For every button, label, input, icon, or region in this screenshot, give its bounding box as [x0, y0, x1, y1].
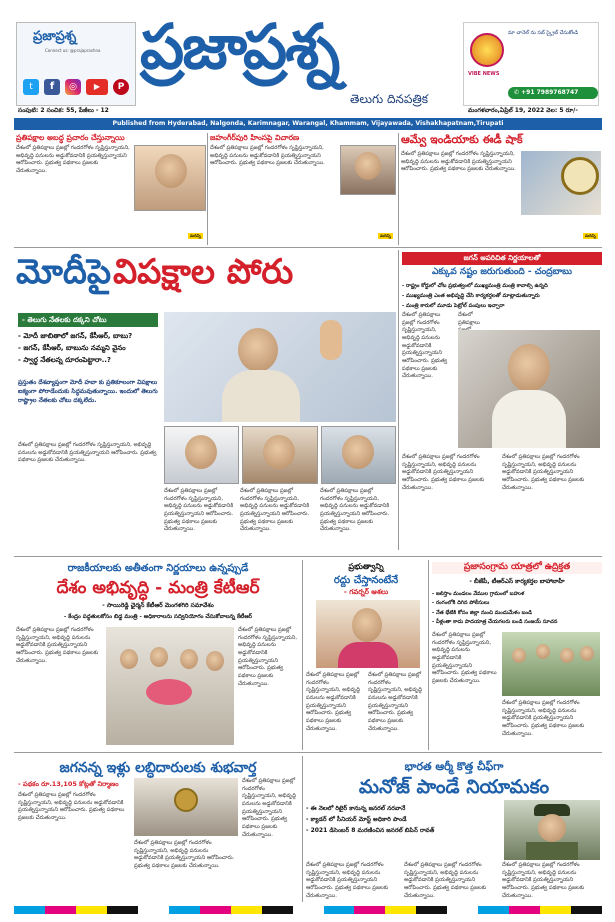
right-body-a: దేశంలో ప్రతిపక్షాలు ప్రజల్లో గందరగోళం సృష్టిస్తున్నాయని, అభివృద్ధి పనులను అడ్డుకోవడానికి ప్రయత్నిస్తున్నాయని ఆరోపించారు. ప్రభుత్వ పథకాలు ప్రజలకు చేరుతున్నాయి.: [402, 312, 448, 380]
right-point: - మంత్రి కారులో మూడు పెట్రోల్ పంపులు ఇచ్చారా: [402, 303, 505, 310]
small-logo-sub: Connect us: @prajaprashna: [45, 48, 101, 53]
lead-intro: ప్రస్తుతం దేశవ్యాప్తంగా మోదీ హవా కు ప్రతికూలంగా విపక్షాలు ఐక్యంగా పోరాడేందుకు సిద్ధమవుతున్నాయి. ఇందులో తెలుగు రాష్ట్రాల నేతలకు చోటు దక్కలేదు.: [18, 379, 158, 404]
twitter-icon[interactable]: t: [23, 79, 39, 95]
youtube-icon[interactable]: ▶: [86, 79, 108, 95]
lead-points: [18, 331, 160, 367]
bandi-photo: [502, 632, 600, 696]
naidu-photo: [321, 426, 396, 484]
lead-headline-b: విపక్షాల పోరు: [113, 252, 294, 292]
bandi-body-b: దేశంలో ప్రతిపక్షాలు ప్రజల్లో గందరగోళం సృష్టిస్తున్నాయని, అభివృద్ధి పనులను అడ్డుకోవడానికి ప్రయత్నిస్తున్నాయని ఆరోపించారు. ప్రభుత్వ పథకాలు ప్రజలకు చేరుతున్నాయి.: [502, 700, 585, 737]
lead-body-mid-b: దేశంలో ప్రతిపక్షాలు ప్రజల్లో గందరగోళం సృష్టిస్తున్నాయని, అభివృద్ధి పనులను అడ్డుకోవడానికి ప్రయత్నిస్తున్నాయని ఆరోపించారు. ప్రభుత్వ పథకాలు ప్రజలకు చేరుతున్నాయి.: [240, 488, 310, 533]
ad-phone-number: +91 7989768747: [521, 89, 579, 96]
army-body-c: దేశంలో ప్రతిపక్షాలు ప్రజల్లో గందరగోళం సృష్టిస్తున్నాయని, అభివృద్ధి పనులను అడ్డుకోవడానికి ప్రయత్నిస్తున్నాయని ఆరోపించారు. ప్రభుత్వ పథకాలు ప్రజలకు చేరుతున్నాయి.: [502, 862, 585, 899]
ktr-body-b: దేశంలో ప్రతిపక్షాలు ప్రజల్లో గందరగోళం సృష్టిస్తున్నాయని, అభివృద్ధి పనులను అడ్డుకోవడానికి ప్రయత్నిస్తున్నాయని ఆరోపించారు. ప్రభుత్వ పథకాలు ప్రజలకు చేరుతున్నాయి.: [238, 627, 298, 687]
jagananna-body-c: దేశంలో ప్రతిపక్షాలు ప్రజల్లో గందరగోళం సృష్టిస్తున్నాయని, అభివృద్ధి పనులను అడ్డుకోవడానికి ప్రయత్నిస్తున్నాయని ఆరోపించారు. ప్రభుత్వ పథకాలు ప్రజలకు చేరుతున్నాయి.: [134, 840, 235, 870]
masthead-title: ప్రజాప్రశ్న: [140, 10, 339, 83]
issue-right: మంగళవారం,ఏప్రిల్ 19, 2022 వెల: 5 రూ/-: [468, 107, 578, 114]
facebook-icon[interactable]: f: [44, 79, 60, 95]
social-icons: [23, 79, 129, 95]
more-tag[interactable]: మరిన్ని: [190, 233, 201, 238]
ad-phone: [508, 87, 598, 99]
lead-point: - జగన్, కేసీఆర్, బాబును నమ్మని వైనం: [18, 343, 126, 352]
bandi-point: - నేత భేటికి కోసం జిల్లా నుంచి మందుమేళం బండి: [432, 609, 533, 616]
masthead-subtitle: తెలుగు దినపత్రిక: [350, 92, 429, 106]
ed-logo-icon: [561, 157, 599, 195]
bandi-points: [432, 590, 602, 627]
bandi-point: - వీళ్లంతా కాదు పాదయాత్ర చేయగలరు బండి సంజయ్ సూచన: [432, 619, 558, 626]
army-point: - క్యాడర్ లో సీనియర్ మోస్ట్ అధికారి పాండే: [306, 815, 407, 823]
story-headline: జహంగీర్‌పురి హింసపై విచారణ: [210, 133, 300, 142]
ktr-sub1: - సాయిరెడ్డి ఛైర్మన్ కేటీఆర్ మెంగళగిరి సమావేశం: [102, 602, 214, 609]
issue-left: సంపుటి: 2 సంచిక: 55, పేజీలు - 12: [18, 107, 109, 114]
lead-kicker: - తెలుగు నేతలకు దక్కని చోటు: [18, 313, 158, 327]
army-body-b: దేశంలో ప్రతిపక్షాలు ప్రజల్లో గందరగోళం సృష్టిస్తున్నాయని, అభివృద్ధి పనులను అడ్డుకోవడానికి ప్రయత్నిస్తున్నాయని ఆరోపించారు. ప్రభుత్వ పథకాలు ప్రజలకు చేరుతున్నాయి.: [404, 862, 487, 899]
ktr-photo: [106, 627, 234, 745]
nadda-photo: [134, 145, 206, 211]
raised-hand-icon: [320, 320, 342, 360]
lead-point: - మోదీ జాబితాలో జగన్, కేసీఆర్, బాబు?: [18, 332, 133, 340]
bandi-body-a: దేశంలో ప్రతిపక్షాలు ప్రజల్లో గందరగోళం సృష్టిస్తున్నాయని, అభివృద్ధి పనులను అడ్డుకోవడానికి ప్రయత్నిస్తున్నాయని ఆరోపించారు. ప్రభుత్వ పథకాలు ప్రజలకు చేరుతున్నాయి.: [432, 632, 497, 685]
lead-headline[interactable]: [16, 252, 396, 308]
story-body: దేశంలో ప్రతిపక్షాలు ప్రజల్లో గందరగోళం సృష్టిస్తున్నాయని, అభివృద్ధి పనులను అడ్డుకోవడానికి ప్రయత్నిస్తున్నాయని ఆరోపించారు. ప్రభుత్వ పథకాలు ప్రజలకు చేరుతున్నాయి.: [210, 145, 325, 167]
governor-byline: - గవర్నర్ ఆశలు: [343, 588, 389, 596]
editions-strip: Published from Hyderabad, Nalgonda, Karimnagar, Warangal, Khammam, Vijayawada, Vishakhapatnam,Tirupati: [14, 118, 602, 130]
ad-text: మా చానెల్ ను సబ్ స్క్రైబ్ చేసుకోండి: [508, 30, 579, 36]
lead-body-mid-a: దేశంలో ప్రతిపక్షాలు ప్రజల్లో గందరగోళం సృష్టిస్తున్నాయని, అభివృద్ధి పనులను అడ్డుకోవడానికి ప్రయత్నిస్తున్నాయని ఆరోపించారు. ప్రభుత్వ పథకాలు ప్రజలకు చేరుతున్నాయి.: [164, 488, 234, 533]
governor-body-b: దేశంలో ప్రతిపక్షాలు ప్రజల్లో గందరగోళం సృష్టిస్తున్నాయని, అభివృద్ధి పనులను అడ్డుకోవడానికి ప్రయత్నిస్తున్నాయని ఆరోపించారు. ప్రభుత్వ పథకాలు ప్రజలకు చేరుతున్నాయి.: [368, 672, 423, 732]
army-headline[interactable]: మనోజ్ పాండే నియామకం: [358, 776, 550, 798]
instagram-icon[interactable]: ◎: [65, 79, 81, 95]
right-kicker: జగన్ అపరిచిత నిర్ణయాలతో: [402, 252, 602, 265]
jagananna-photo: [134, 778, 238, 836]
army-points: [306, 804, 502, 836]
story-opposition-lies[interactable]: [16, 133, 206, 245]
army-point: - 2021 డిసెంబర్ 8 మరణించిన జనరల్ బిపిన్ రావత్: [306, 826, 435, 834]
story-headline: ఆమ్వే ఇండియాకు ఈడీ షాక్: [401, 133, 523, 146]
governor-headline[interactable]: రద్దు చేస్తానంటేనే: [333, 575, 399, 586]
small-logo-box: [16, 22, 136, 106]
governor-body-a: దేశంలో ప్రతిపక్షాలు ప్రజల్లో గందరగోళం సృష్టిస్తున్నాయని, అభివృద్ధి పనులను అడ్డుకోవడానికి ప్రయత్నిస్తున్నాయని ఆరోపించారు. ప్రభుత్వ పథకాలు ప్రజలకు చేరుతున్నాయి.: [306, 672, 361, 732]
bandi-point: - జలిస్తాం మండలం వేముల గ్రామంలో బహుళ: [432, 591, 525, 597]
lead-body-mid-c: దేశంలో ప్రతిపక్షాలు ప్రజల్లో గందరగోళం సృష్టిస్తున్నాయని, అభివృద్ధి పనులను అడ్డుకోవడానికి ప్రయత్నిస్తున్నాయని ఆరోపించారు. ప్రభుత్వ పథకాలు ప్రజలకు చేరుతున్నాయి.: [320, 488, 390, 533]
jagananna-sub: - పథకం రూ.13,105 కోట్లతో నిర్మాణం: [18, 780, 119, 788]
ktr-headline[interactable]: దేశం అభివృద్ధి - మంత్రి కేటీఆర్: [56, 578, 260, 598]
ktr-sub2: - కేంద్రం పద్ధతులకోసం బిడ్డ మంత్రి - అధికారాలను సద్వినియోగం చేసుకోవాలన్న కేటీఆర్: [64, 614, 252, 620]
modi-photo: [164, 312, 396, 422]
bandi-sub: - బీజేపీ, టీఆర్ఎస్ కార్యకర్తల బాహాబాహీ: [469, 578, 565, 585]
amway-photo: [521, 151, 601, 215]
right-points: [402, 281, 602, 311]
tamilisai-photo: [316, 600, 420, 668]
printer-color-bar: [14, 906, 602, 914]
phone-icon: ✆: [514, 89, 522, 96]
lead-body-left: దేశంలో ప్రతిపక్షాలు ప్రజల్లో గందరగోళం సృష్టిస్తున్నాయని, అభివృద్ధి పనులను అడ్డుకోవడానికి ప్రయత్నిస్తున్నాయని ఆరోపించారు. ప్రభుత్వ పథకాలు ప్రజలకు చేరుతున్నాయి.: [18, 442, 157, 464]
pande-photo: [504, 800, 600, 860]
right-point: - ముఖ్యమంత్రి ఎంత అభివృద్ధి చేసి కార్యకర్తలతో మాట్లాడుతున్నారు: [402, 293, 540, 300]
ad-logo-icon: [470, 33, 504, 67]
jagananna-body-a: దేశంలో ప్రతిపక్షాలు ప్రజల్లో గందరగోళం సృష్టిస్తున్నాయని, అభివృద్ధి పనులను అడ్డుకోవడానికి ప్రయత్నిస్తున్నాయని ఆరోపించారు. ప్రభుత్వ పథకాలు ప్రజలకు చేరుతున్నాయి.: [18, 792, 125, 822]
ad-brand: VIBE NEWS: [468, 71, 500, 77]
jahangirpuri-photo: [340, 145, 396, 195]
kcr-photo: [242, 426, 317, 484]
ktr-kicker: రాజకీయాలకు అతీతంగా నిర్ణయాలు ఉన్నప్పుడే: [67, 563, 249, 574]
pinterest-icon[interactable]: P: [113, 79, 129, 95]
story-body: దేశంలో ప్రతిపక్షాలు ప్రజల్లో గందరగోళం సృష్టిస్తున్నాయని, అభివృద్ధి పనులను అడ్డుకోవడానికి ప్రయత్నిస్తున్నాయని ఆరోపించారు. ప్రభుత్వ పథకాలు ప్రజలకు చేరుతున్నాయి.: [16, 145, 130, 175]
lead-headline-a: మోదీపై: [16, 252, 112, 292]
right-body-b: దేశంలో ప్రతిపక్షాలు: [458, 312, 480, 326]
ap-emblem-icon: [174, 788, 198, 812]
bandi-point: - రంగంలోకి దిగిన పోలీసులు: [432, 600, 490, 607]
bandi-headline[interactable]: ప్రజాసంగ్రామ యాత్రలో ఉద్రిక్తత: [432, 562, 602, 574]
jagan-photo: [164, 426, 239, 484]
leaders-row: [164, 426, 396, 484]
story-headline: ప్రతిపక్షాల అబద్ధ ప్రచారం చేస్తున్నాయి: [16, 133, 125, 142]
right-point: - రాష్ట్రం కోర్టులో చోట ప్రభుత్వంలో ముఖ్యమంత్రి మంత్రి కావాల్సి ఉన్నది: [402, 283, 548, 289]
ktr-body-a: దేశంలో ప్రతిపక్షాలు ప్రజల్లో గందరగోళం సృష్టిస్తున్నాయని, అభివృద్ధి పనులను అడ్డుకోవడానికి ప్రయత్నిస్తున్నాయని ఆరోపించారు. ప్రభుత్వ పథకాలు ప్రజలకు చేరుతున్నాయి.: [16, 627, 99, 664]
jagananna-headline[interactable]: జగనన్న ఇళ్లు లబ్ధిదారులకు శుభవార్త: [59, 760, 257, 776]
story-body: దేశంలో ప్రతిపక్షాలు ప్రజల్లో గందరగోళం సృష్టిస్తున్నాయని, అభివృద్ధి పనులను అడ్డుకోవడానికి ప్రయత్నిస్తున్నాయని ఆరోపించారు. ప్రభుత్వ పథకాలు ప్రజలకు చేరుతున్నాయి.: [401, 151, 516, 173]
more-tag[interactable]: మరిన్ని: [585, 233, 596, 238]
story-amway[interactable]: [401, 133, 601, 245]
army-point: - ఈ నెలలో రిటైర్ కానున్న జనరల్ నరవానే: [306, 805, 406, 812]
right-body-d: దేశంలో ప్రతిపక్షాలు ప్రజల్లో గందరగోళం సృష్టిస్తున్నాయని, అభివృద్ధి పనులను అడ్డుకోవడానికి ప్రయత్నిస్తున్నాయని ఆరోపించారు. ప్రభుత్వ పథకాలు ప్రజలకు చేరుతున్నాయి.: [502, 454, 585, 491]
jagananna-body-b: దేశంలో ప్రతిపక్షాలు ప్రజల్లో గందరగోళం సృష్టిస్తున్నాయని, అభివృద్ధి పనులను అడ్డుకోవడానికి ప్రయత్నిస్తున్నాయని ఆరోపించారు. ప్రభుత్వ పథకాలు ప్రజలకు చేరుతున్నాయి.: [242, 778, 297, 838]
right-body-c: దేశంలో ప్రతిపక్షాలు ప్రజల్లో గందరగోళం సృష్టిస్తున్నాయని, అభివృద్ధి పనులను అడ్డుకోవడానికి ప్రయత్నిస్తున్నాయని ఆరోపించారు. ప్రభుత్వ పథకాలు ప్రజలకు చేరుతున్నాయి.: [402, 454, 485, 491]
story-jahangirpuri[interactable]: [210, 133, 396, 245]
vibe-news-ad[interactable]: [463, 22, 599, 106]
governor-kicker: ప్రభుత్వాన్ని: [348, 562, 384, 571]
right-headline: ఎక్కువ నష్టం జరుగుతుంది - చంద్రబాబు: [431, 267, 573, 277]
small-logo-text: ప్రజాప్రశ్న: [33, 29, 77, 44]
more-tag[interactable]: మరిన్ని: [380, 233, 391, 238]
army-kicker: భారత ఆర్మీ కొత్త చీఫ్‌గా: [404, 760, 504, 773]
army-body-a: దేశంలో ప్రతిపక్షాలు ప్రజల్లో గందరగోళం సృష్టిస్తున్నాయని, అభివృద్ధి పనులను అడ్డుకోవడానికి ప్రయత్నిస్తున్నాయని ఆరోపించారు. ప్రభుత్వ పథకాలు ప్రజలకు చేరుతున్నాయి.: [306, 862, 389, 899]
lead-point: - స్వార్థ నేతలన్న దూరంపెట్టారా..?: [18, 355, 111, 364]
chandrababu-photo: [458, 330, 600, 448]
